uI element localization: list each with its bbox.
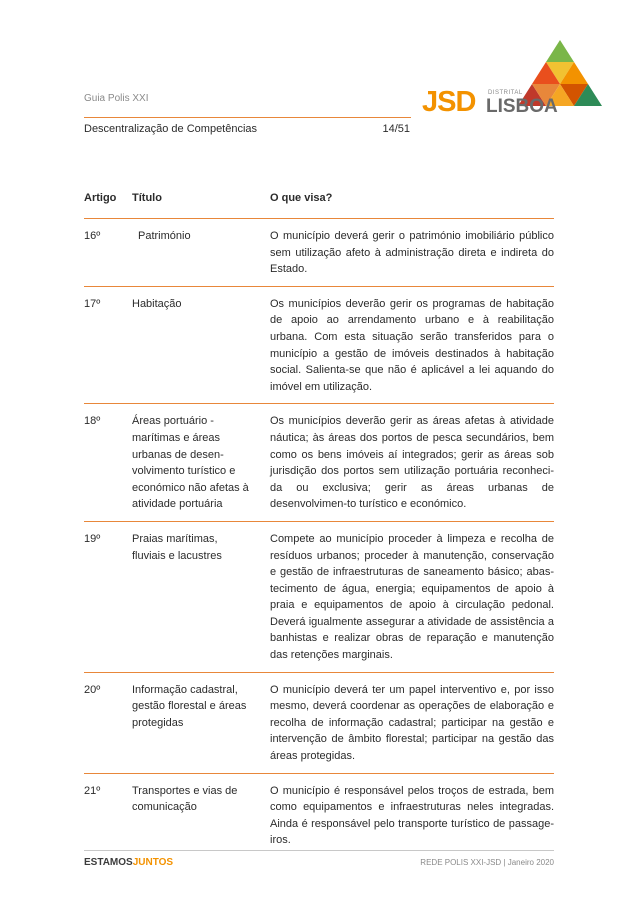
titulo-cell: Informação cadastral, gestão florestal e áreas protegidas <box>132 683 247 729</box>
table-header <box>84 192 554 218</box>
jsd-logo <box>422 40 602 120</box>
guide-name: Guia Polis XXI <box>84 93 149 104</box>
footer-info: REDE POLIS XXI-JSD | Janeiro 2020 <box>420 858 554 867</box>
header-rule <box>84 117 411 118</box>
artigo-cell: 21º <box>84 784 101 797</box>
page-number: 14/51 <box>382 123 410 135</box>
visa-cell: O município deverá gerir o património imobiliário público sem utilização afeto à administração direta e indireta do Estado. <box>270 230 554 276</box>
titulo-cell: Habitação <box>132 297 182 310</box>
table-row <box>84 219 554 286</box>
logo-distrital-text: DISTRITAL <box>488 90 523 96</box>
titulo-cell: Transportes e vias de comunicação <box>132 784 238 814</box>
doc-title: Descentralização de Competências <box>84 123 258 135</box>
artigo-cell: 17º <box>84 297 101 310</box>
header-titulo: Título <box>132 192 162 204</box>
visa-cell: O município deverá ter um papel interventivo e, por isso mesmo, deverá coordenar as operações de elaboração e recolha de informação cadastral; participar na gestão e intervenção de âmbito florestal; participar na gestão das áreas protegidas. <box>270 683 554 763</box>
visa-cell: Compete ao município proceder à limpeza e recolha de resíduos urbanos; proceder à manutenção, conservação e gestão de infraestruturas de saneamento básico; abas-tecimento de água, energia; equipamentos de apoio à praia e equipamentos de apoio à circulação pedonal. Deverá igualmente assegurar a atividade de assistência a banhistas e realizar obras de reparação e manutenção das retenções marginais. <box>270 532 554 662</box>
artigo-cell: 20º <box>84 683 101 696</box>
header-visa: O que visa? <box>270 192 333 204</box>
table-row <box>84 287 554 404</box>
footer-slogan-part1: ESTAMOS <box>84 857 133 868</box>
visa-cell: Os municípios deverão gerir as áreas afetas à atividade náutica; às áreas dos portos de pesca secundários, bem como os bens imóveis aí integrados; gerir as áreas sob jurisdição dos portos sem utilização portuária reconheci-da ou exclusiva; gerir as áreas urbanas de desenvolvimen-to turístico e económico. <box>270 415 554 511</box>
logo-lisboa-text: LISBOA <box>486 96 558 117</box>
footer-slogan <box>84 857 173 868</box>
titulo-cell: Áreas portuário -marítimas e áreas urbanas de desen-volvimento turístico e económico não afetas à atividade portuária <box>132 415 249 511</box>
logo-jsd-text: JSD <box>422 86 476 118</box>
table-row <box>84 522 554 672</box>
table-row <box>84 673 554 773</box>
titulo-cell: Praias marítimas, fluviais e lacustres <box>132 532 222 562</box>
footer-slogan-part2: JUNTOS <box>132 857 174 868</box>
header-artigo: Artigo <box>84 192 117 204</box>
competences-table <box>84 192 554 857</box>
artigo-cell: 19º <box>84 532 101 545</box>
visa-cell: O município é responsável pelos troços de estrada, bem como equipamentos e infraestruturas neles integradas. Ainda é responsável pelo transporte turístico de passage-iros. <box>270 784 554 847</box>
artigo-cell: 16º <box>84 230 101 242</box>
titulo-cell: Património <box>138 230 191 242</box>
visa-cell: Os municípios deverão gerir os programas de habitação de apoio ao arrendamento urbano e à reabilitação urbana. Com esta situação serão transferidos para o município a gestão de imóveis destinados à habitação social. Salienta-se que não é aplicável a lei aquando do imóvel em utilização. <box>270 297 554 393</box>
table-row <box>84 774 554 857</box>
artigo-cell: 18º <box>84 415 101 428</box>
table-row <box>84 404 554 521</box>
footer-rule <box>84 850 554 851</box>
